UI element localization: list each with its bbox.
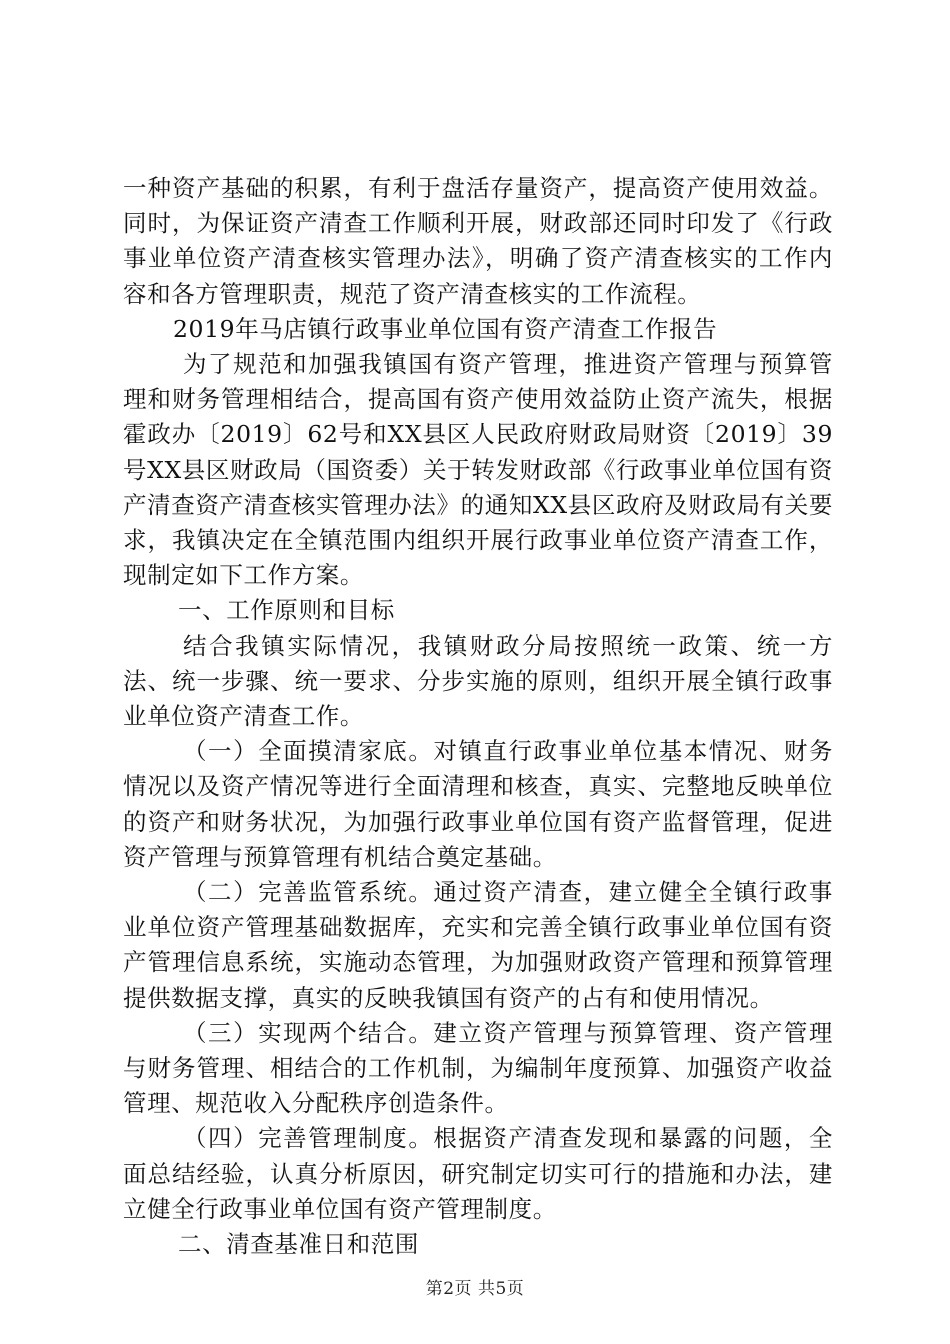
paragraph-intro: 为了规范和加强我镇国有资产管理，推进资产管理与预算管理和财务管理相结合，提高国有资产使用效益防止资产流失，根据霍政办〔2019〕62号和XX县区人民政府财政局财资〔2019〕39号XX县区财政局（国资委）关于转发财政部《行政事业单位国有资产清查资产清查核实管理办法》的通知XX县区政府及财政局有关要求，我镇决定在全镇范围内组织开展行政事业单位资产清查工作，现制定如下工作方案。 (123, 350, 833, 590)
page-number-footer: 第2页 共5页 (425, 1279, 525, 1299)
paragraph-item-3: （三）实现两个结合。建立资产管理与预算管理、资产管理与财务管理、相结合的工作机制，为编制年度预算、加强资产收益管理、规范收入分配秩序创造条件。 (123, 1018, 833, 1118)
paragraph-item-2: （二）完善监管系统。通过资产清查，建立健全全镇行政事业单位资产管理基础数据库，充实和完善全镇行政事业单位国有资产管理信息系统，实施动态管理，为加强财政资产管理和预算管理提供数据支撑，真实的反映我镇国有资产的占有和使用情况。 (123, 878, 833, 1012)
document-body (123, 171, 833, 1262)
report-title: 2019年马店镇行政事业单位国有资产清查工作报告 (173, 314, 718, 343)
paragraph-continuation: 一种资产基础的积累，有利于盘活存量资产，提高资产使用效益。同时，为保证资产清查工作顺利开展，财政部还同时印发了《行政事业单位资产清查核实管理办法》，明确了资产清查核实的工作内容和各方管理职责，规范了资产清查核实的工作流程。 (123, 174, 833, 308)
section-heading-scope: 二、清查基准日和范围 (178, 1230, 419, 1259)
paragraph-principles: 结合我镇实际情况，我镇财政分局按照统一政策、统一方法、统一步骤、统一要求、分步实施的原则，组织开展全镇行政事业单位资产清查工作。 (123, 631, 833, 731)
paragraph-item-1: （一）全面摸清家底。对镇直行政事业单位基本情况、财务情况以及资产情况等进行全面清理和核查，真实、完整地反映单位的资产和财务状况，为加强行政事业单位国有资产监督管理，促进资产管理与预算管理有机结合奠定基础。 (123, 737, 833, 871)
section-heading-principles: 一、工作原则和目标 (178, 596, 395, 625)
paragraph-item-4: （四）完善管理制度。根据资产清查发现和暴露的问题，全面总结经验，认真分析原因，研究制定切实可行的措施和办法，建立健全行政事业单位国有资产管理制度。 (123, 1124, 833, 1223)
